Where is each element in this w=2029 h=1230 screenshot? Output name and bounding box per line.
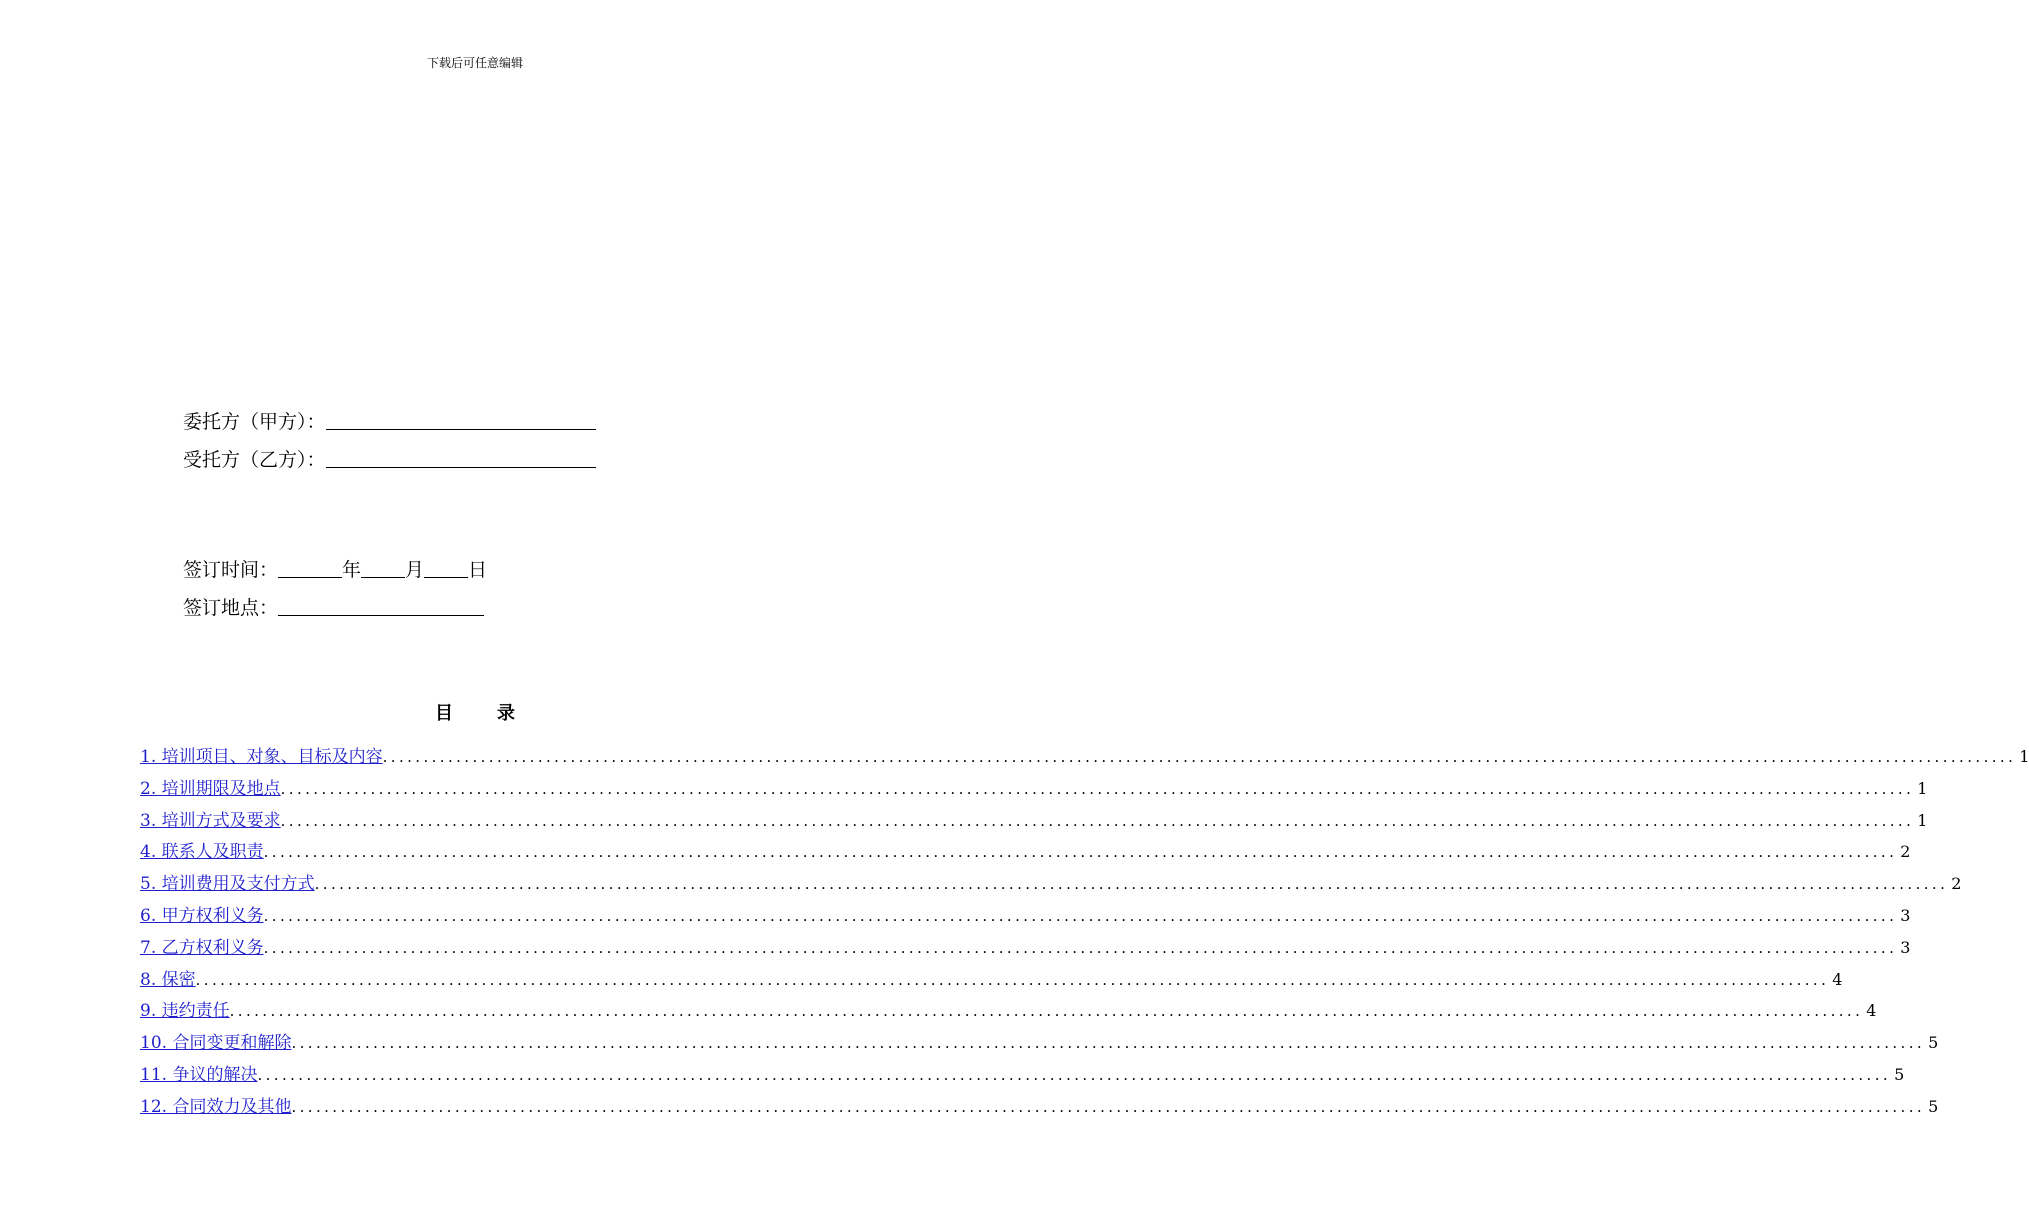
contractor-party-line: [183, 447, 596, 473]
client-party-line: [183, 409, 596, 435]
table-of-contents: [140, 743, 2029, 1125]
toc-page-number: 2: [1951, 874, 1962, 894]
toc-page-number: 1: [2019, 747, 2029, 766]
toc-dot-leader: ........................................................................................................................................................................................................: [291, 1097, 1926, 1116]
toc-entry-link[interactable]: 9. 违约责任: [140, 1001, 230, 1022]
toc-page-number: 3: [1900, 937, 1911, 957]
toc-entry[interactable]: [140, 997, 1877, 1029]
toc-entry-link[interactable]: 6. 甲方权利义务: [140, 905, 264, 926]
toc-page-number: 3: [1900, 905, 1911, 925]
toc-title: 目录: [435, 703, 559, 724]
toc-page-number: 1: [1917, 810, 1928, 830]
toc-entry[interactable]: [140, 1093, 1939, 1125]
toc-page-number: 5: [1928, 1096, 1939, 1116]
toc-entry-link[interactable]: 5. 培训费用及支付方式: [140, 874, 315, 895]
toc-page-number: 2: [1900, 842, 1911, 862]
toc-dot-leader: ........................................................................................................................................................................................................: [195, 970, 1830, 989]
toc-dot-leader: ........................................................................................................................................................................................................: [229, 1002, 1864, 1021]
toc-page-number: 4: [1866, 1001, 1877, 1021]
toc-dot-leader: ........................................................................................................................................................................................................: [263, 906, 1898, 925]
toc-entry[interactable]: [140, 966, 1843, 998]
toc-page-number: 5: [1928, 1033, 1939, 1053]
toc-entry[interactable]: [140, 775, 1928, 807]
toc-entry-link[interactable]: 8. 保密: [140, 969, 196, 990]
toc-entry-link[interactable]: 3. 培训方式及要求: [140, 810, 281, 831]
toc-entry-link[interactable]: 12. 合同效力及其他: [140, 1096, 292, 1117]
toc-entry-link[interactable]: 10. 合同变更和解除: [140, 1033, 292, 1054]
toc-page-number: 4: [1832, 969, 1843, 989]
toc-entry[interactable]: [140, 838, 1911, 870]
month-label: 月: [405, 559, 425, 581]
toc-entry[interactable]: [140, 870, 1962, 902]
toc-entry[interactable]: [140, 1061, 1905, 1093]
toc-entry[interactable]: [140, 807, 1928, 839]
toc-dot-leader: ........................................................................................................................................................................................................: [263, 938, 1898, 957]
toc-entry[interactable]: [140, 1029, 1939, 1061]
header-note: 下载后可任意编辑: [426, 56, 523, 70]
toc-dot-leader: ........................................................................................................................................................................................................: [280, 811, 1915, 830]
toc-dot-leader: ........................................................................................................................................................................................................: [280, 779, 1915, 798]
toc-entry-link[interactable]: 2. 培训期限及地点: [140, 778, 281, 799]
year-blank: [278, 557, 342, 578]
toc-dot-leader: ........................................................................................................................................................................................................: [291, 1034, 1926, 1053]
signing-place-line: [183, 595, 484, 621]
signing-time-line: [183, 557, 487, 583]
toc-page-number: 5: [1894, 1064, 1905, 1084]
year-label: 年: [342, 559, 362, 581]
toc-entry-link[interactable]: 1. 培训项目、对象、目标及内容: [140, 747, 383, 767]
toc-page-number: 1: [1917, 778, 1928, 798]
toc-dot-leader: ........................................................................................................................................................................................................: [263, 843, 1898, 862]
signing-place-blank: [278, 595, 484, 616]
contractor-party-blank: [326, 447, 596, 468]
toc-entry-link[interactable]: 11. 争议的解决: [140, 1064, 258, 1085]
day-blank: [424, 557, 468, 578]
toc-entry[interactable]: [140, 743, 2029, 775]
contractor-party-label: 受托方（乙方）：: [183, 449, 326, 471]
client-party-label: 委托方（甲方）：: [183, 411, 326, 433]
client-party-blank: [326, 409, 596, 430]
toc-entry-link[interactable]: 7. 乙方权利义务: [140, 937, 264, 958]
toc-dot-leader: ........................................................................................................................................................................................................: [257, 1065, 1892, 1084]
toc-entry[interactable]: [140, 902, 1911, 934]
month-blank: [361, 557, 405, 578]
day-label: 日: [468, 559, 488, 581]
signing-place-label: 签订地点：: [183, 597, 279, 619]
toc-dot-leader: ........................................................................................................................................................................................................: [382, 748, 2017, 766]
signing-time-label: 签订时间：: [183, 559, 279, 581]
toc-dot-leader: ........................................................................................................................................................................................................: [314, 875, 1949, 894]
toc-entry-link[interactable]: 4. 联系人及职责: [140, 842, 264, 863]
toc-entry[interactable]: [140, 934, 1911, 966]
